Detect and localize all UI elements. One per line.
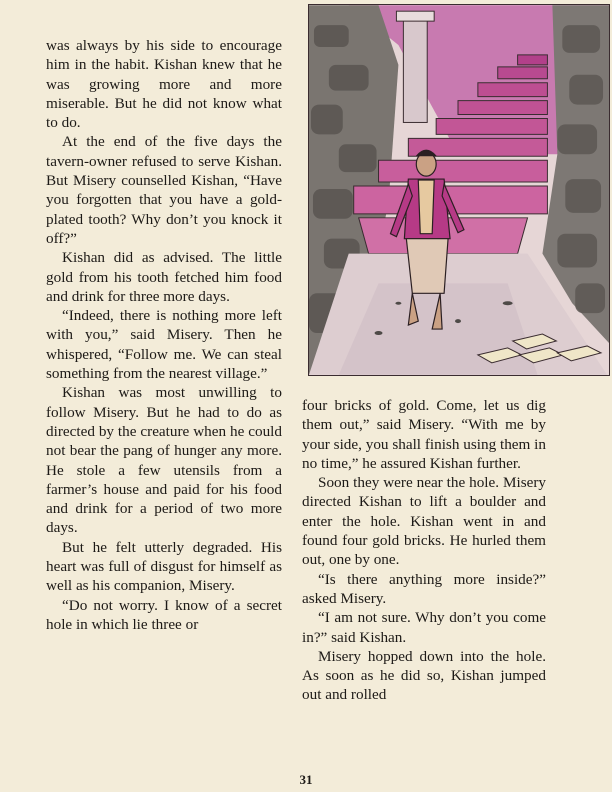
left-text-column [46, 36, 282, 634]
right-text-column [302, 396, 546, 705]
left-column-paragraph: But he felt utterly degraded. His heart was full of disgust for himself as well as his companion, Misery. [46, 538, 282, 595]
right-column-paragraph: four bricks of gold. Come, let us dig them out,” said Misery. “With me by your side, you shall finish using them in no time,” he assured Kishan further. [302, 397, 546, 472]
left-column-paragraph: Kishan was most unwilling to follow Misery. But he had to do as directed by the creature when he could not bear the pang of hunger any more. He stole a few utensils from a farmer’s house and paid for his food and drink for a period of two more days. [46, 384, 282, 537]
story-illustration [308, 4, 610, 376]
left-column-paragraph: “Indeed, there is nothing more left with you,” said Misery. Then he whispered, “Follow me. We can steal something from the nearest village.” [46, 307, 282, 383]
left-column-paragraph: was always by his side to encourage him in the habit. Kishan knew that he was growing more and more miserable. But he did not know what to do. [46, 37, 282, 132]
page-number: 31 [299, 772, 313, 787]
right-column-paragraph: Misery hopped down into the hole. As soon as he did so, Kishan jumped out and rolled [302, 647, 546, 704]
left-column-paragraph: “Do not worry. I know of a secret hole in which lie three or [46, 596, 282, 633]
right-column-paragraph: “I am not sure. Why don’t you come in?” said Kishan. [302, 609, 546, 646]
right-column-paragraph: “Is there anything more inside?” asked Misery. [302, 570, 546, 607]
left-column-paragraph: Kishan did as advised. The little gold from his tooth fetched him food and drink for three more days. [46, 249, 282, 305]
left-column-paragraph: At the end of the five days the tavern-owner refused to serve Kishan. But Misery counselled Kishan, “Have you forgotten that you have a gold-plated tooth? Why don’t you knock it off?” [46, 133, 282, 247]
right-column-paragraph: Soon they were near the hole. Misery directed Kishan to lift a boulder and enter the hole. Kishan went in and found four gold bricks. He hurled them out, one by one. [302, 474, 546, 569]
